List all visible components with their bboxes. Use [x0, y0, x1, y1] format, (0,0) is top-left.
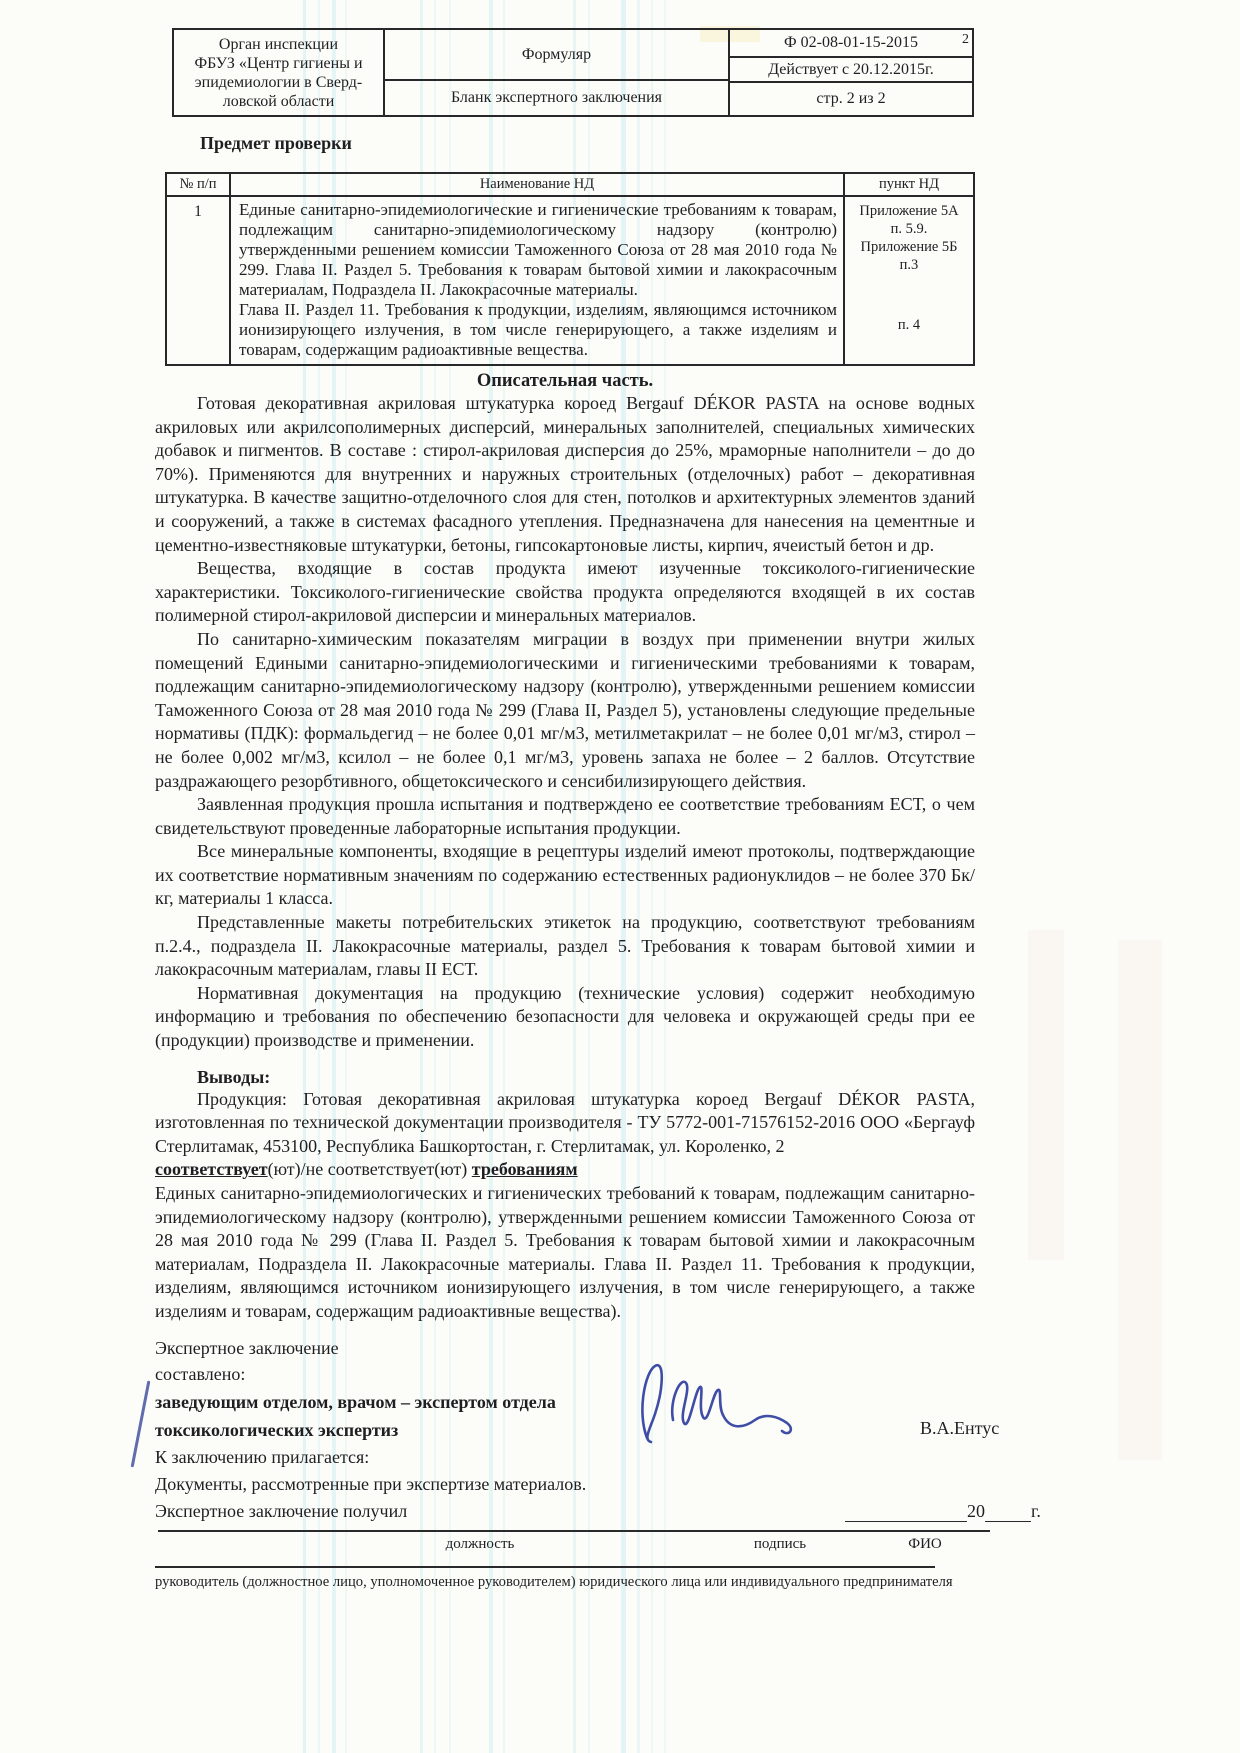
column-header-point: пункт НД [845, 174, 973, 197]
conformity-middle: (ют)/не соответствует(ют) [267, 1159, 472, 1180]
form-code: Ф 02-08-01-15-2015 [784, 34, 918, 51]
corner-page-number: 2 [962, 32, 969, 47]
date-blank-line [845, 1501, 1041, 1522]
date-blank [845, 1505, 967, 1522]
nd-name-paragraph: Единые санитарно-эпидемиологические и гигиенические требованиям к товарам, подлежащим санитарно-эпидемиологическому надзору (контролю) утвержденными решением комиссии Таможенного Союза от 28 мая 2010 года № 299. Глава II. Раздел 5. Требования к товарам бытовой химии и лакокрасочным материалам, Подраздела II. Лакокрасочные материалы. [239, 200, 837, 299]
subject-table [165, 172, 975, 366]
body-paragraph: По санитарно-химическим показателям миграции в воздух при применении внутри жилых помещений Едиными санитарно-эпидемиологическими и гигиеническими требованиями к товарам, подлежащим санитарно-эпидемиологическому надзору (контролю), утвержденными решением комиссии Таможенного Союза от 28 мая 2010 года № 299 (Глава II, Раздел 5), установлены следующие предельные нормативы (ПДК): формальдегид – не более 0,01 мг/м3, метилметакрилат – не более 0,01 мг/м3, стирол – не более 0,002 мг/м3, ксилол – не более 0,1 мг/м3, уровень запаха не более – 2 баллов. Отсутствие раздражающего резорбтивного, общетоксического и сенсибилизирующего действия. [155, 628, 975, 791]
nd-point: п. 4 [897, 317, 921, 333]
body-paragraph: Заявленная продукция прошла испытания и подтверждено ее соответствие требованиям ЕСТ, о чем свидетельствуют проведенные лабораторные испытания продукции. [155, 794, 975, 838]
label-fio: ФИО [908, 1536, 942, 1552]
form-valid-from: Действует с 20.12.2015г. [730, 58, 972, 83]
nd-point: Приложение 5А [859, 203, 959, 219]
column-header-name: Наименование НД [231, 174, 845, 197]
conformity-requirements: требованиям [471, 1159, 578, 1180]
expert-position-line1: заведующим отделом, врачом – экспертом отдела [155, 1392, 556, 1412]
form-title-cell [385, 30, 730, 115]
signature-rule [158, 1530, 990, 1532]
pen-mark [131, 1381, 151, 1468]
year-suffix: г. [1031, 1501, 1041, 1521]
conclusion-basis: Единых санитарно-эпидемиологических и гигиенических требований к товарам, подлежащим санитарно-эпидемиологическому надзору (контролю), утвержденными решением комиссии Таможенного Союза от 28 мая 2010 года № 299 (Глава II. Раздел 5. Требования к товарам бытовой химии и лакокрасочным материалам, Подраздела II. Лакокрасочные материалы. Глава II. Раздел 11. Требования к продукции, изделиям, являющимся источником ионизирующего излучения, в том числе генерирующего, а также изделиям и товарам, содержащим радиоактивные вещества). [155, 1183, 975, 1321]
form-meta-cell [730, 30, 972, 115]
label-position: должность [445, 1536, 515, 1552]
conclusions-title: Выводы: [197, 1066, 271, 1087]
form-header-table [172, 28, 974, 117]
nd-name-paragraph: Глава II. Раздел 11. Требования к продукции, изделиям, являющимся источником ионизирующего излучения, в том числе генерирующего, а также изделиям и товарам, содержащим радиоактивные вещества. [239, 300, 837, 359]
row-number-cell: 1 [167, 197, 231, 364]
conclusion-made-line1: Экспертное заключение [155, 1338, 339, 1358]
nd-point-cell [845, 197, 973, 364]
body-paragraph: Все минеральные компоненты, входящие в рецептуры изделий имеют протоколы, подтверждающие их соответствие нормативным значениям по содержанию естественных радионуклидов – не более 370 Бк/кг, материалы 1 класса. [155, 841, 975, 909]
nd-point: п.3 [899, 257, 919, 273]
expert-name: В.А.Ентус [920, 1418, 1000, 1438]
year-blank [985, 1505, 1031, 1522]
nd-point: п. 5.9. [890, 221, 928, 237]
inspection-org [174, 30, 385, 115]
org-line: ФБУЗ «Центр гигиены и [194, 54, 363, 72]
org-line: Орган инспекции [218, 35, 339, 53]
body-paragraph: Представленные макеты потребительских этикеток на продукцию, соответствуют требованиям п.2.4., подраздела II. Лакокрасочные материалы, раздел 5. Требования к товарам бытовой химии и лакокрасочным материалам, главы II ЕСТ. [155, 912, 975, 980]
body-paragraph: Вещества, входящие в состав продукта имеют изученные токсиколого-гигиенические характеристики. Токсиколого-гигиенические свойства продукта определяются входящей в их состав полимерной стирол-акриловой дисперсии и минеральных материалов. [155, 558, 975, 626]
year-prefix: 20 [967, 1501, 985, 1521]
conclusion-product: Продукция: Готовая декоративная акриловая штукатурка короед Bergauf DÉKOR PASTA, изготовленная по технической документации производителя - ТУ 5772-001-71576152-2016 ООО «Бергауф Стерлитамак, 453100, Республика Башкортостан, г. Стерлитамак, ул. Короленко, 2 [155, 1088, 975, 1156]
footer-rule [155, 1566, 935, 1568]
signature-block [155, 1338, 1155, 1618]
column-header-number: № п/п [167, 174, 231, 197]
conclusion-made-line2: составлено: [155, 1364, 246, 1384]
subject-title: Предмет проверки [200, 133, 352, 153]
label-signature: подпись [753, 1536, 807, 1552]
form-code-row [730, 30, 972, 58]
descriptive-title: Описательная часть. [476, 371, 654, 391]
expert-position-line2: токсикологических экспертиз [155, 1420, 399, 1440]
footer-note: руководитель (должностное лицо, уполномоченное руководителем) юридического лица или индивидуального предпринимателя [155, 1574, 953, 1590]
form-name: Бланк экспертного заключения [450, 89, 663, 106]
form-type: Формуляр [385, 30, 728, 81]
nd-name-cell [231, 197, 845, 364]
org-line: ловской области [222, 92, 335, 110]
attachment-value: Документы, рассмотренные при экспертизе материалов. [155, 1474, 587, 1494]
body-paragraph: Нормативная документация на продукцию (технические условия) содержит необходимую информацию и требования по обеспечению безопасности для человека и окружающей среды при ее (продукции) производстве и применении. [155, 982, 975, 1051]
body-paragraph: Готовая декоративная акриловая штукатурка короед Bergauf DÉKOR PASTA на основе водных акриловых или акрилсополимерных дисперсий, минеральных заполнителей, специальных химических добавок и пигментов. В составе : стирол-акриловая дисперсия до 25%, мраморные наполнители – до до 70%). Применяются для внутренних и наружных строительных (отделочных) работ – декоративная штукатурка. В качестве защитно-отделочного слоя для стен, потолков и архитектурных элементов зданий и сооружений, а также в системах фасадного утепления. Предназначена для нанесения на цементные и цементно-известняковые штукатурки, бетоны, гипсокартоновые листы, кирпич, ячеистый бетон и др. [155, 393, 975, 555]
nd-point: Приложение 5Б [860, 239, 958, 255]
conformity-line [155, 1158, 975, 1182]
received-label: Экспертное заключение получил [155, 1501, 408, 1521]
org-line: эпидемиологии в Сверд- [194, 73, 363, 91]
conformity-positive: соответствует [155, 1159, 268, 1180]
handwritten-signature [633, 1356, 813, 1456]
form-page-info: стр. 2 из 2 [816, 90, 886, 107]
attachment-label: К заключению прилагается: [155, 1447, 370, 1467]
